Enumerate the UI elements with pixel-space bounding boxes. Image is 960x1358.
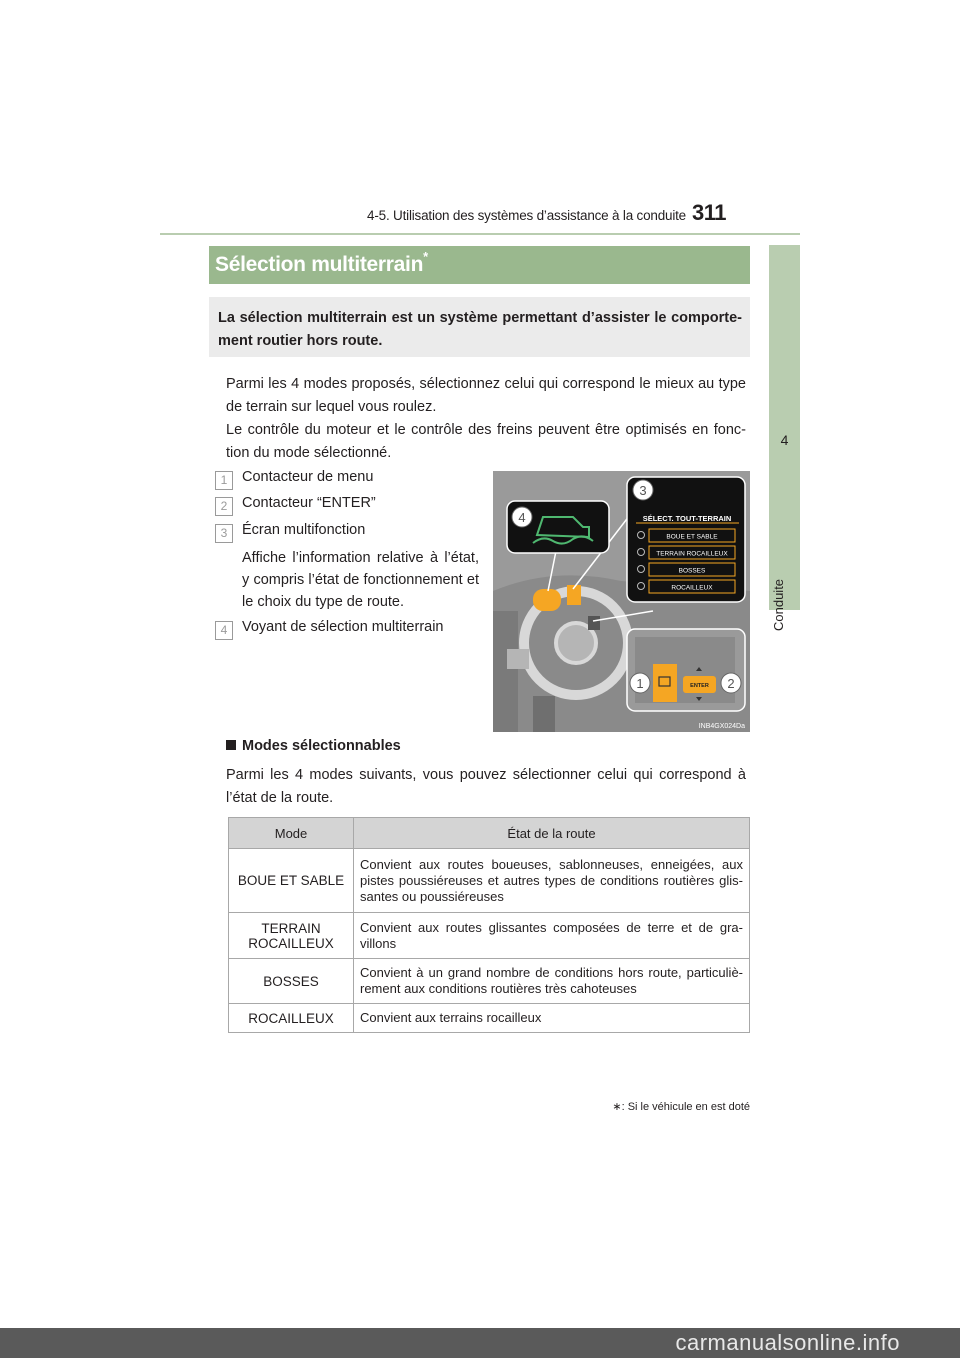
dashboard-diagram: [493, 471, 750, 732]
gauge-highlight: [533, 589, 561, 611]
page-number: 311: [692, 200, 726, 225]
table-cell-mode: BOUE ET SABLE: [229, 849, 354, 913]
door-panel: [493, 611, 518, 732]
section-title: [215, 251, 428, 277]
square-bullet-icon: [226, 740, 236, 750]
chapter-tab-number: 4: [780, 432, 789, 448]
section-title-text: Sélection multiterrain: [215, 253, 424, 276]
table-header-road-state: État de la route: [354, 818, 750, 849]
running-header: 4-5. Utilisation des systèmes d’assistance à la conduite: [367, 208, 686, 223]
modes-heading: [226, 738, 401, 754]
pedal: [533, 696, 555, 732]
item-number-badge: 3: [215, 524, 233, 543]
table-row: [229, 959, 750, 1004]
watermark-bar: [0, 1328, 960, 1358]
callout-1: [630, 673, 650, 693]
table-header-mode: Mode: [229, 818, 354, 849]
table-cell-desc: Convient aux terrains rocailleux: [354, 1004, 750, 1033]
table-row: [229, 913, 750, 959]
header-rule: [160, 233, 800, 235]
callout-number: 4: [518, 510, 526, 525]
item-label: Contacteur “ENTER”: [242, 495, 376, 511]
option-label: BOSSES: [678, 567, 706, 575]
callout-4: [512, 507, 532, 527]
body-paragraph-1: Parmi les 4 modes proposés, sélectionnez celui qui correspond le mieux au type de terrain sur lequel vous roulez.: [226, 376, 746, 415]
enter-switch-label: ENTER: [690, 683, 709, 689]
table-cell-mode: ROCAILLEUX: [229, 1004, 354, 1033]
callout-2: [721, 673, 741, 693]
item-3-description: Affiche l’information relative à l’état, y compris l’état de fonctionnement et le choix du type de route.: [242, 550, 479, 610]
intro-text: La sélection multiterrain est un système permettant d’assister le comporte-ment routier hors route.: [218, 310, 742, 349]
switch-marker: [588, 616, 600, 630]
screen-title: SÉLECT. TOUT-TERRAIN: [642, 514, 732, 523]
menu-switch: [653, 664, 677, 702]
option-label: TERRAIN ROCAILLEUX: [656, 550, 728, 558]
table-cell-desc: Convient aux routes glissantes composées de terre et de gra-villons: [354, 913, 750, 959]
callout-number: 3: [639, 483, 647, 498]
footnote: ∗: Si le véhicule en est doté: [612, 1101, 750, 1113]
item-label: Voyant de sélection multiterrain: [242, 619, 444, 635]
table-cell-mode: BOSSES: [229, 959, 354, 1004]
table-cell-desc: Convient à un grand nombre de conditions hors route, particuliè-rement aux conditions routières très cahoteuses: [354, 959, 750, 1004]
table-cell-desc: Convient aux routes boueuses, sablonneuses, enneigées, aux pistes poussiéreuses et autres types de conditions routières glis-santes ou poussiéreuses: [354, 849, 750, 913]
item-number-badge: 2: [215, 497, 233, 516]
table-header-row: [229, 818, 750, 849]
modes-heading-text: Modes sélectionnables: [242, 738, 401, 754]
chapter-tab-label: Conduite: [771, 578, 786, 632]
modes-intro: Parmi les 4 modes suivants, vous pouvez sélectionner celui qui correspond à l’état de la route.: [226, 767, 746, 806]
watermark-text: carmanualsonline.info: [675, 1330, 900, 1355]
table-row: [229, 1004, 750, 1033]
item-number-badge: 4: [215, 621, 233, 640]
table-cell-mode: TERRAIN ROCAILLEUX: [229, 913, 354, 959]
body-paragraph-2: Le contrôle du moteur et le contrôle des freins peuvent être optimisés en fonc-tion du mode sélectionné.: [226, 422, 746, 461]
callout-number: 2: [727, 676, 735, 691]
callout-number: 1: [636, 676, 644, 691]
option-label: BOUE ET SABLE: [666, 533, 718, 541]
table-row: [229, 849, 750, 913]
callout-3: [633, 480, 653, 500]
item-label: Écran multifonction: [242, 522, 366, 538]
vent: [507, 649, 529, 669]
switch-panel: [635, 637, 735, 703]
modes-table: [228, 817, 750, 1033]
item-number-badge: 1: [215, 471, 233, 490]
diagram-code: INB4GX024Da: [698, 723, 745, 730]
item-label: Contacteur de menu: [242, 469, 374, 485]
section-title-asterisk: *: [423, 249, 428, 264]
option-label: ROCAILLEUX: [671, 584, 713, 592]
